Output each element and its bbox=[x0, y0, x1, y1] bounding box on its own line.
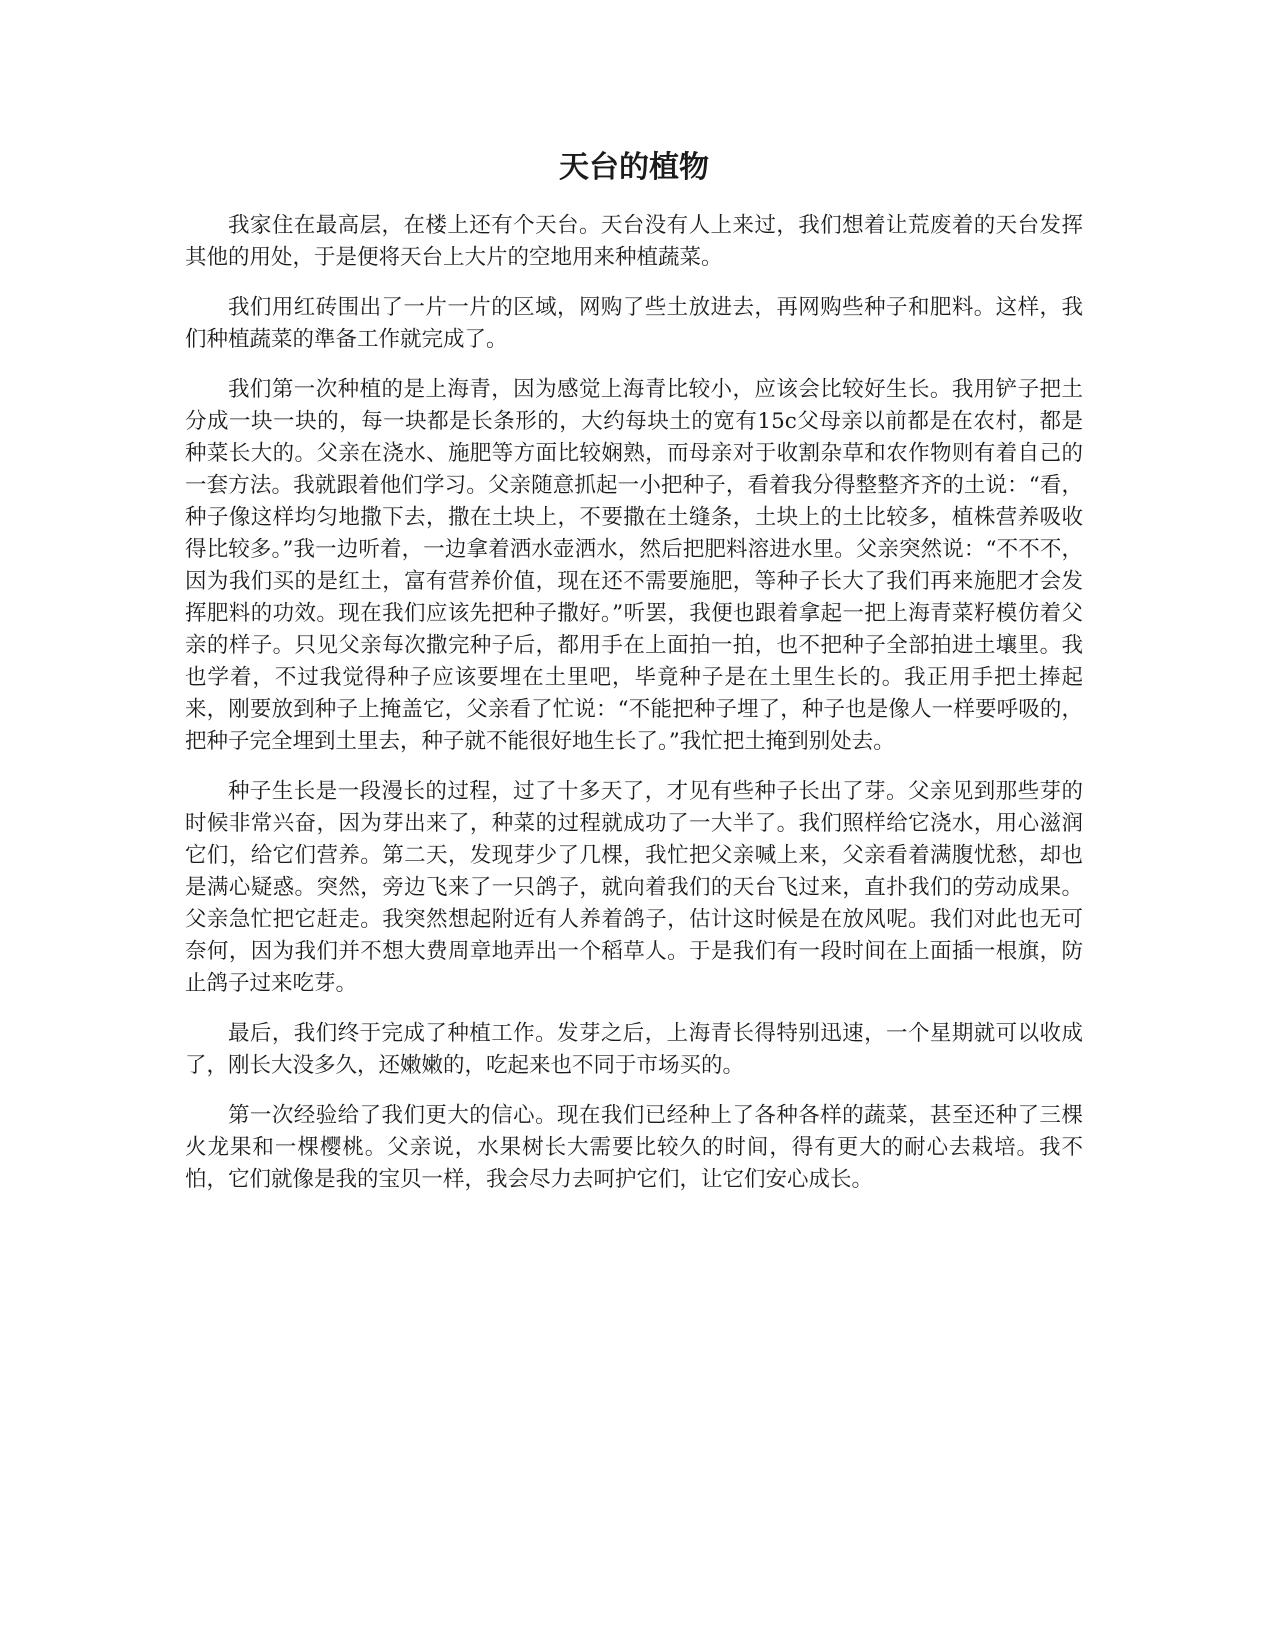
paragraph-1: 我家住在最高层，在楼上还有个天台。天台没有人上来过，我们想着让荒废着的天台发挥其他的用处，于是便将天台上大片的空地用来种植蔬菜。 bbox=[185, 213, 1083, 270]
paragraph-2: 我们用红砖围出了一片一片的区域，网购了些土放进去，再网购些种子和肥料。这样，我们种植蔬菜的準备工作就完成了。 bbox=[185, 295, 1083, 352]
document-title: 天台的植物 bbox=[559, 150, 709, 185]
paragraph-4: 种子生长是一段漫长的过程，过了十多天了，才见有些种子长出了芽。父亲见到那些芽的时候非常兴奋，因为芽出来了，种菜的过程就成功了一大半了。我们照样给它浇水，用心滋润它们，给它们营养。第二天，发现芽少了几棵，我忙把父亲喊上来，父亲看着满腹忧愁，却也是满心疑惑。突然，旁边飞来了一只鸽子，就向着我们的天台飞过来，直扑我们的劳动成果。父亲急忙把它赶走。我突然想起附近有人养着鸽子，估计这时候是在放风呢。我们对此也无可奈何，因为我们并不想大费周章地弄出一个稻草人。于是我们有一段时间在上面插一根旗，防止鸽子过来吃芽。 bbox=[185, 779, 1083, 996]
paragraph-5: 最后，我们终于完成了种植工作。发芽之后，上海青长得特别迅速，一个星期就可以收成了，刚长大没多久，还嫩嫩的，吃起来也不同于市场买的。 bbox=[185, 1021, 1083, 1078]
paragraph-6: 第一次经验给了我们更大的信心。现在我们已经种上了各种各样的蔬菜，甚至还种了三棵火龙果和一棵樱桃。父亲说，水果树长大需要比较久的时间，得有更大的耐心去栽培。我不怕，它们就像是我的宝贝一样，我会尽力去呵护它们，让它们安心成长。 bbox=[185, 1103, 1083, 1192]
paragraph-3: 我们第一次种植的是上海青，因为感觉上海青比较小，应该会比较好生长。我用铲子把土分成一块一块的，每一块都是长条形的，大约每块土的宽有15c父母亲以前都是在农村，都是种菜长大的。父亲在浇水、施肥等方面比较娴熟，而母亲对于收割杂草和农作物则有着自己的一套方法。我就跟着他们学习。父亲随意抓起一小把种子，看着我分得整整齐齐的土说：“看，种子像这样均匀地撒下去，撒在土块上，不要撒在土缝条，土块上的土比较多，植株营养吸收得比较多。”我一边听着，一边拿着洒水壶洒水，然后把肥料溶进水里。父亲突然说：“不不不，因为我们买的是红土，富有营养价值，现在还不需要施肥，等种子长大了我们再来施肥才会发挥肥料的功效。现在我们应该先把种子撒好。”听罢，我便也跟着拿起一把上海青菜籽模仿着父亲的样子。只见父亲每次撒完种子后，都用手在上面拍一拍，也不把种子全部拍进土壤里。我也学着，不过我觉得种子应该要埋在土里吧，毕竟种子是在土里生长的。我正用手把土捧起来，刚要放到种子上掩盖它，父亲看了忙说：“不能把种子埋了，种子也是像人一样要呼吸的，把种子完全埋到土里去，种子就不能很好地生长了。”我忙把土掩到别处去。 bbox=[185, 377, 1083, 754]
document-body bbox=[185, 148, 1083, 1214]
